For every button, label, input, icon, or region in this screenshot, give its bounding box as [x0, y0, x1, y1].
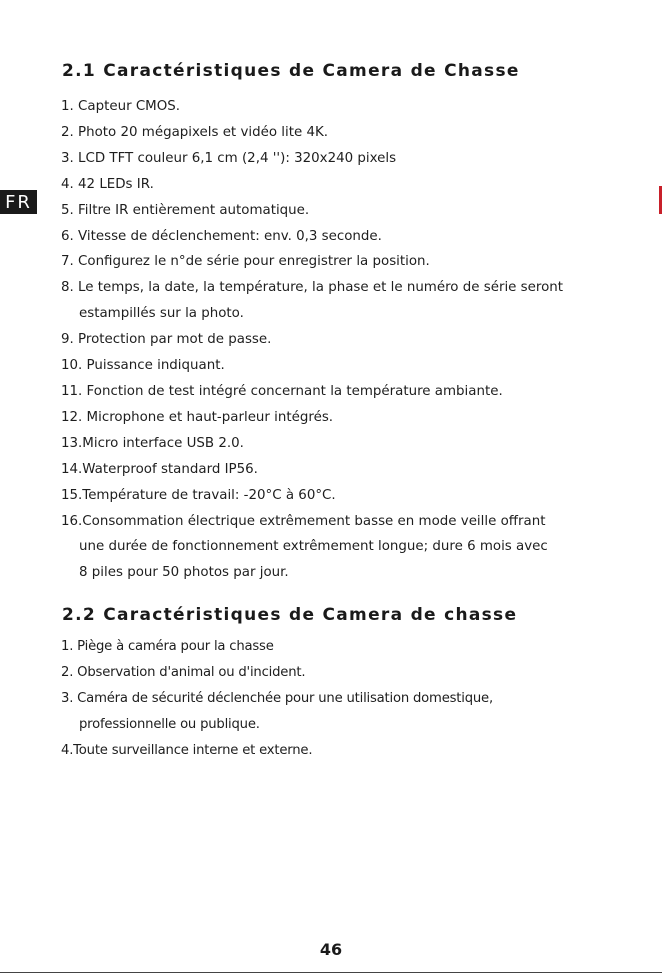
list-item-text: 10. Puissance indiquant.	[61, 358, 225, 374]
list-item-text: 8. Le temps, la date, la température, la phase et le numéro de série seront	[61, 280, 564, 296]
page-content	[62, 58, 632, 764]
language-tab-label: FR	[5, 191, 32, 213]
page-number: 46	[319, 940, 343, 959]
list-item-text: 4.Toute surveillance interne et externe.	[61, 742, 313, 758]
list-item-text: 1. Capteur CMOS.	[61, 99, 181, 114]
list-item	[61, 379, 632, 405]
list-item-text: 9. Protection par mot de passe.	[61, 332, 272, 348]
list-item-text: 5. Filtre IR entièrement automatique.	[61, 202, 310, 218]
list-item-text: 2. Observation d'animal ou d'incident.	[61, 665, 306, 681]
list-item	[61, 249, 632, 275]
list-item	[61, 353, 632, 379]
list-item	[61, 457, 632, 483]
list-item-text: 7. Configurez le n°de série pour enregistrer la position.	[61, 254, 430, 270]
list-item-text: 14.Waterproof standard IP56.	[61, 461, 258, 477]
list-item	[61, 198, 632, 224]
list-item	[61, 405, 632, 431]
list-item-text: 13.Micro interface USB 2.0.	[61, 435, 244, 451]
list-item	[61, 327, 632, 353]
list-item	[61, 686, 632, 738]
list-item-continuation: professionnelle ou publique.	[79, 716, 260, 732]
list-item	[61, 431, 632, 457]
list-item	[61, 483, 632, 509]
list-item	[61, 738, 632, 764]
list-item	[61, 146, 632, 172]
list-item-text: 15.Température de travail: -20°C à 60°C.	[61, 487, 336, 503]
language-tab	[0, 190, 37, 214]
list-item-continuation: une durée de fonctionnement extrêmement longue; dure 6 mois avec	[79, 539, 548, 555]
list-item-text: 16.Consommation électrique extrêmement basse en mode veille offrant	[61, 513, 546, 529]
list-item	[61, 172, 632, 198]
list-item	[61, 224, 632, 250]
list-item-text: 2. Photo 20 mégapixels et vidéo lite 4K.	[61, 124, 329, 140]
features-list	[61, 94, 632, 586]
list-item-continuation: 8 piles pour 50 photos par jour.	[79, 565, 289, 581]
section-title-features: 2.1 Caractéristiques de Camera de Chasse	[62, 61, 520, 81]
list-item	[61, 509, 632, 587]
list-item	[61, 94, 632, 120]
bottom-rule	[0, 972, 662, 973]
uses-list	[61, 634, 632, 764]
list-item-text: 6. Vitesse de déclenchement: env. 0,3 seconde.	[61, 228, 382, 244]
section-title-uses: 2.2 Caractéristiques de Camera de chasse	[62, 605, 518, 626]
list-item	[61, 120, 632, 146]
list-item-text: 1. Piège à caméra pour la chasse	[61, 639, 274, 655]
list-item	[61, 634, 632, 660]
list-item	[61, 275, 632, 327]
list-item-text: 3. Caméra de sécurité déclenchée pour une utilisation domestique,	[61, 691, 493, 707]
list-item-text: 12. Microphone et haut-parleur intégrés.	[61, 409, 334, 425]
list-item-text: 4. 42 LEDs IR.	[61, 176, 154, 192]
list-item-text: 3. LCD TFT couleur 6,1 cm (2,4 ''): 320x240 pixels	[61, 150, 397, 166]
list-item	[61, 660, 632, 686]
list-item-text: 11. Fonction de test intégré concernant la température ambiante.	[61, 383, 503, 399]
list-item-continuation: estampillés sur la photo.	[79, 306, 244, 322]
